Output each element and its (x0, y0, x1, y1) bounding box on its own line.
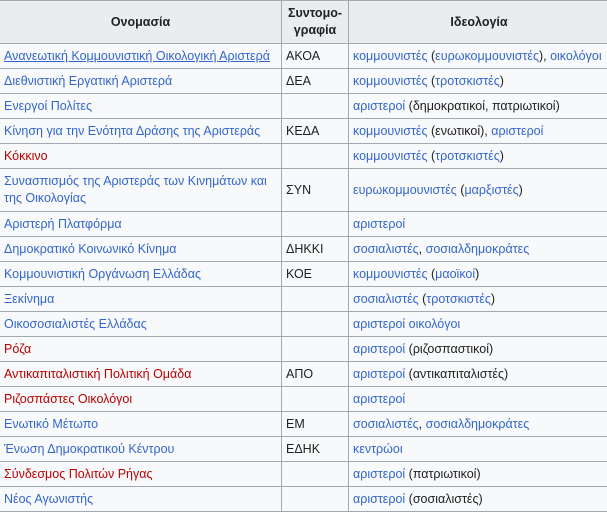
cell-abbreviation: ΑΠΟ (282, 362, 349, 387)
ideology-text: (δημοκρατικοί, πατριωτικοί) (405, 98, 560, 113)
ideology-text: (σοσιαλιστές) (405, 491, 483, 506)
cell-name (0, 94, 282, 119)
cell-ideology (349, 387, 607, 412)
cell-abbreviation (282, 212, 349, 237)
ideology-text: ) (499, 73, 504, 88)
table-row (0, 94, 607, 119)
ideology-text: ), (538, 48, 551, 63)
ideology-link[interactable]: τροτσκιστές (435, 148, 500, 163)
ideology-link[interactable]: αριστεροί (353, 366, 406, 381)
cell-ideology (349, 119, 607, 144)
table-row (0, 69, 607, 94)
ideology-text: ( (427, 48, 436, 63)
party-link[interactable]: Νέος Αγωνιστής (4, 491, 94, 506)
ideology-link[interactable]: κομμουνιστές (353, 48, 428, 63)
ideology-link[interactable]: μαρξιστές (464, 182, 519, 197)
table-row (0, 169, 607, 212)
ideology-link[interactable]: κομμουνιστές (353, 73, 428, 88)
header-name[interactable]: Ονομασία (0, 1, 282, 44)
cell-name (0, 69, 282, 94)
cell-ideology (349, 262, 607, 287)
header-abbreviation-text: Συντομο- γραφία (287, 6, 343, 37)
ideology-link[interactable]: οικολόγοι (550, 48, 602, 63)
ideology-text: (αντικαπιταλιστές) (405, 366, 509, 381)
table-row (0, 437, 607, 462)
party-link[interactable]: Ανανεωτική Κομμουνιστική Οικολογική Αριστερά (4, 48, 270, 63)
ideology-link[interactable]: μαοϊκοί (435, 266, 476, 281)
table-row (0, 362, 607, 387)
ideology-link[interactable]: αριστεροί (491, 123, 544, 138)
ideology-link[interactable]: τροτσκιστές (435, 73, 500, 88)
cell-name (0, 262, 282, 287)
ideology-text: ( (427, 266, 436, 281)
cell-abbreviation (282, 312, 349, 337)
table-row (0, 44, 607, 69)
party-link[interactable]: Ενεργοί Πολίτες (4, 98, 93, 113)
party-link[interactable]: Διεθνιστική Εργατική Αριστερά (4, 73, 173, 88)
table-body (0, 44, 607, 512)
cell-ideology (349, 412, 607, 437)
ideology-link[interactable]: αριστεροί (353, 491, 406, 506)
header-abbreviation[interactable] (282, 1, 349, 44)
cell-abbreviation: ΑΚΟΑ (282, 44, 349, 69)
party-link[interactable]: Ένωση Δημοκρατικού Κέντρου (4, 441, 175, 456)
party-link[interactable]: Ρόζα (4, 341, 32, 356)
cell-abbreviation: ΔΕΑ (282, 69, 349, 94)
cell-abbreviation (282, 462, 349, 487)
cell-name (0, 337, 282, 362)
ideology-link[interactable]: σοσιαλιστές (353, 241, 419, 256)
table-row (0, 412, 607, 437)
party-link[interactable]: Δημοκρατικό Κοινωνικό Κίνημα (4, 241, 177, 256)
ideology-link[interactable]: αριστεροί (353, 391, 406, 406)
ideology-text: ( (456, 182, 465, 197)
party-link[interactable]: Σύνδεσμος Πολιτών Ρήγας (4, 466, 153, 481)
ideology-text: ( (427, 148, 436, 163)
cell-ideology (349, 94, 607, 119)
ideology-text: (ριζοσπαστικοί) (405, 341, 494, 356)
cell-abbreviation (282, 487, 349, 512)
ideology-text: ) (499, 148, 504, 163)
table-row (0, 337, 607, 362)
ideology-text: ) (475, 266, 480, 281)
cell-name (0, 212, 282, 237)
ideology-text: ( (418, 291, 427, 306)
party-link[interactable]: Αντικαπιταλιστική Πολιτική Ομάδα (4, 366, 192, 381)
ideology-link[interactable]: σοσιαλιστές (353, 291, 419, 306)
party-link[interactable]: Ενωτικό Μέτωπο (4, 416, 99, 431)
cell-name (0, 387, 282, 412)
cell-abbreviation: ΚΟΕ (282, 262, 349, 287)
ideology-link[interactable]: κομμουνιστές (353, 148, 428, 163)
cell-abbreviation: ΕΜ (282, 412, 349, 437)
party-link[interactable]: Συνασπισμός της Αριστεράς των Κινημάτων και της Οικολογίας (4, 174, 267, 205)
ideology-link[interactable]: οικολόγοι (408, 316, 461, 331)
cell-ideology (349, 462, 607, 487)
cell-ideology (349, 337, 607, 362)
cell-ideology (349, 287, 607, 312)
ideology-text: (πατριωτικοί) (405, 466, 481, 481)
table-row (0, 144, 607, 169)
cell-name (0, 44, 282, 69)
table-row (0, 487, 607, 512)
party-link[interactable]: Ξεκίνημα (4, 291, 55, 306)
party-link[interactable]: Κίνηση για την Ενότητα Δράσης της Αριστεράς (4, 123, 261, 138)
ideology-link[interactable]: αριστεροί (353, 98, 406, 113)
ideology-link[interactable]: σοσιαλιστές (353, 416, 419, 431)
ideology-text: ) (490, 291, 496, 306)
header-ideology[interactable]: Ιδεολογία (349, 1, 607, 44)
table-row (0, 262, 607, 287)
ideology-link[interactable]: αριστεροί (353, 216, 406, 231)
cell-ideology (349, 144, 607, 169)
header-row (0, 1, 607, 44)
ideology-text: ) (518, 182, 523, 197)
ideology-link[interactable]: αριστεροί (353, 341, 406, 356)
cell-name (0, 362, 282, 387)
table-row (0, 287, 607, 312)
ideology-link[interactable]: ευρωκομμουνιστές (435, 48, 539, 63)
cell-abbreviation: ΣΥΝ (282, 169, 349, 212)
cell-name (0, 119, 282, 144)
cell-name (0, 487, 282, 512)
cell-name (0, 237, 282, 262)
cell-ideology (349, 212, 607, 237)
cell-name (0, 287, 282, 312)
cell-name (0, 437, 282, 462)
cell-ideology (349, 44, 607, 69)
ideology-link[interactable]: τροτσκιστές (426, 291, 491, 306)
table-row (0, 387, 607, 412)
ideology-text: ( (427, 73, 436, 88)
ideology-link[interactable]: κομμουνιστές (353, 266, 428, 281)
cell-ideology (349, 312, 607, 337)
ideology-link[interactable]: αριστεροί (353, 466, 406, 481)
cell-name (0, 169, 282, 212)
cell-abbreviation (282, 144, 349, 169)
party-link[interactable]: Ριζοσπάστες Οικολόγοι (4, 391, 133, 406)
ideology-link[interactable]: κεντρώοι (353, 441, 403, 456)
cell-abbreviation (282, 94, 349, 119)
ideology-link[interactable]: κομμουνιστές (353, 123, 428, 138)
cell-name (0, 312, 282, 337)
table-row (0, 212, 607, 237)
cell-ideology (349, 69, 607, 94)
table-row (0, 312, 607, 337)
ideology-text: , (418, 416, 426, 431)
cell-name (0, 144, 282, 169)
ideology-text: , (418, 241, 426, 256)
ideology-link[interactable]: σοσιαλδημοκράτες (425, 241, 530, 256)
cell-abbreviation: ΚΕΔΑ (282, 119, 349, 144)
cell-ideology (349, 437, 607, 462)
ideology-link[interactable]: ευρωκομμουνιστές (353, 182, 457, 197)
cell-abbreviation (282, 337, 349, 362)
party-link[interactable]: Κόκκινο (4, 148, 48, 163)
cell-ideology (349, 237, 607, 262)
party-link[interactable]: Αριστερή Πλατφόρμα (4, 216, 122, 231)
party-link[interactable]: Κομμουνιστική Οργάνωση Ελλάδας (4, 266, 202, 281)
cell-ideology (349, 362, 607, 387)
ideology-link[interactable]: αριστεροί (353, 316, 406, 331)
cell-abbreviation (282, 387, 349, 412)
ideology-link[interactable]: σοσιαλδημοκράτες (425, 416, 530, 431)
cell-abbreviation: ΕΔΗΚ (282, 437, 349, 462)
table-row (0, 462, 607, 487)
cell-abbreviation (282, 287, 349, 312)
party-link[interactable]: Οικοσοσιαλιστές Ελλάδας (4, 316, 147, 331)
cell-name (0, 412, 282, 437)
table-row (0, 119, 607, 144)
table-row (0, 237, 607, 262)
cell-abbreviation: ΔΗΚΚΙ (282, 237, 349, 262)
cell-name (0, 462, 282, 487)
cell-ideology (349, 487, 607, 512)
ideology-text: (ενωτικοί), (427, 123, 492, 138)
cell-ideology (349, 169, 607, 212)
